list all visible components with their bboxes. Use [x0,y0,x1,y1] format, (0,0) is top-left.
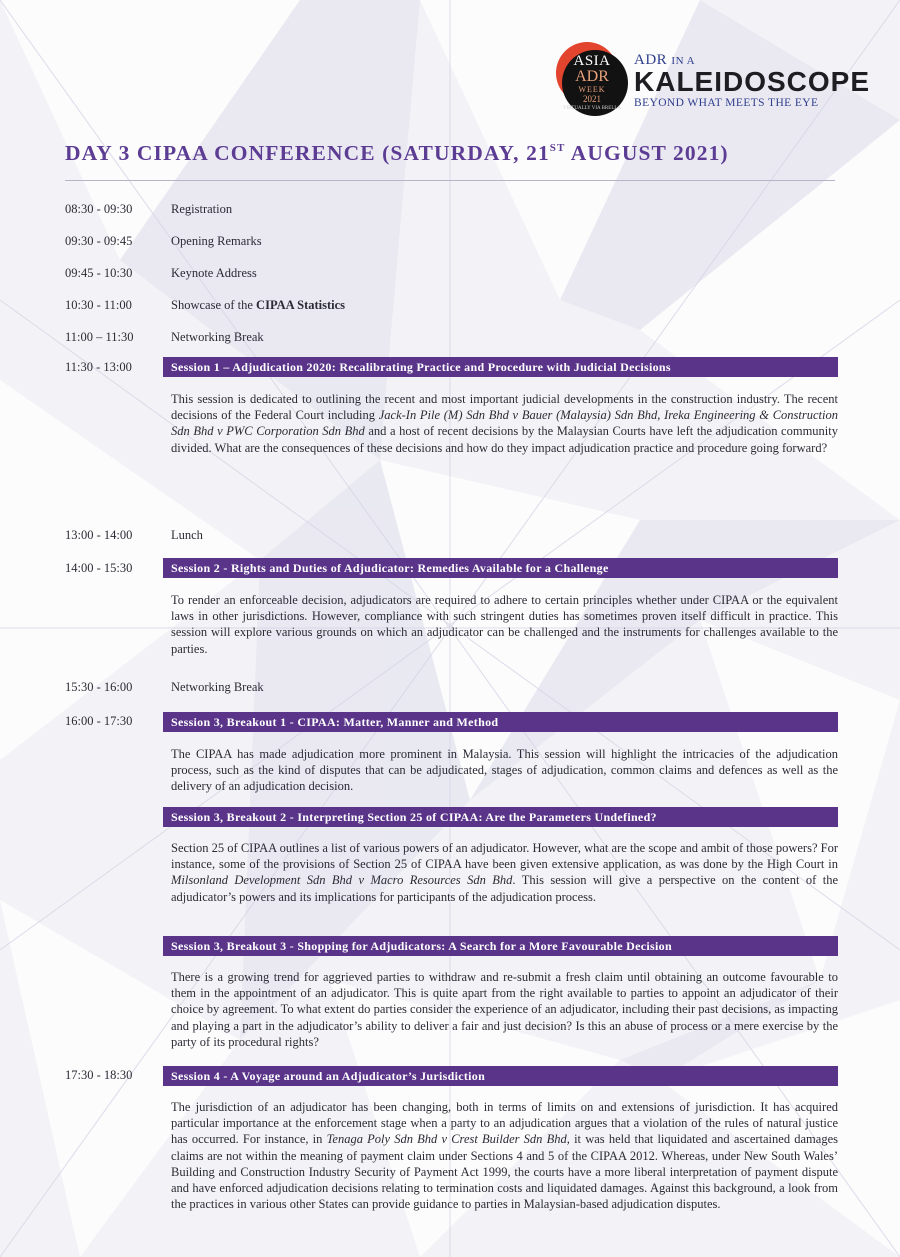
session-title-bar: Session 2 - Rights and Duties of Adjudicator: Remedies Available for a Challenge [163,558,838,578]
desc-case-names: Milsonland Development Sdn Bhd v Macro Resources Sdn Bhd [171,873,513,888]
agenda-time: 11:00 – 11:30 [65,330,134,344]
agenda-item-session-3-breakout-2 [65,804,838,936]
agenda-time: 17:30 - 18:30 [65,1068,133,1082]
agenda-label: Networking Break [171,330,264,344]
agenda-label [171,298,345,313]
session-description: The CIPAA has made adjudication more prominent in Malaysia. This session will highlight the intricacies of the adjudication process, such as the kind of disputes that can be adjudicated, stages of adjudication, common claims and defences as well as the delivery of an adjudication decision. [171,747,838,794]
logo-week-text: WEEK [578,85,606,94]
agenda-time: 10:30 - 11:00 [65,298,132,312]
agenda-time: 09:45 - 10:30 [65,266,133,280]
desc-case-names: Tenaga Poly Sdn Bhd v Crest Builder Sdn Bhd, [326,1132,570,1147]
agenda-time: 08:30 - 09:30 [65,202,133,216]
agenda-time: 13:00 - 14:00 [65,528,133,542]
agenda-item-opening [65,228,838,260]
agenda-item-session-3-breakout-3 [65,936,838,1066]
agenda-label: Registration [171,202,233,216]
session-description [171,1066,838,1212]
logo-virtual-text: VIRTUALLY VIA BRELLA [562,106,622,111]
logo-asia-text: ASIA [573,53,611,69]
session-title-bar: Session 3, Breakout 2 - Interpreting Section 25 of CIPAA: Are the Parameters Undefined? [163,807,838,827]
desc-text: . This session will give a perspective on the content of the adjudicator’s powers and its implications for participants of the adjudication process. [171,873,838,904]
session-title-bar: Session 3, Breakout 1 - CIPAA: Matter, Manner and Method [163,712,838,732]
session-description: To render an enforceable decision, adjudicators are required to adhere to certain principles whether under CIPAA or the equivalent laws in other jurisdictions. However, compliance with such stringent duties has sometimes proven itself difficult in practice. This session will explore various grounds on which an adjudicator can be challenged and the instruments for challenges available to the parties. [171,593,838,656]
session-title-bar: Session 4 - A Voyage around an Adjudicator’s Jurisdiction [163,1066,838,1086]
session-title-bar: Session 3, Breakout 3 - Shopping for Adjudicators: A Search for a More Favourable Decision [163,936,838,956]
agenda-time: 16:00 - 17:30 [65,714,133,728]
agenda-item-keynote [65,260,838,292]
desc-case-names: Jack-In Pile (M) Sdn Bhd v Bauer (Malaysia) Sdn Bhd, Ireka Engineering & Construction Sdn Bhd v PWC Corporation Sdn Bhd [171,408,838,439]
agenda-list [65,196,838,1256]
desc-text: This session is dedicated to outlining the recent and most important judicial developments in the construction industry. The recent decisions of the Federal Court including [171,392,838,423]
logo-adr-text: ADR [575,68,609,85]
logo-adr-word: ADR [634,52,668,68]
logo-tagline: BEYOND WHAT MEETS THE EYE [634,97,819,109]
title-divider [65,180,835,181]
session-title-bar: Session 1 – Adjudication 2020: Recalibrating Practice and Procedure with Judicial Decisions [163,357,838,377]
agenda-label: Networking Break [171,680,264,694]
agenda-item-session-2 [65,561,838,682]
logo-year-text: 2021 [583,94,601,104]
desc-text: and a host of recent decisions by the Malaysian Courts have left the adjudication community divided. What are the consequences of these decisions and how do they impact adjudication practice and procedure going forward? [171,424,839,455]
title-superscript: ST [549,142,566,154]
agenda-time: 11:30 - 13:00 [65,360,132,374]
desc-text: The jurisdiction of an adjudicator has been changing, both in terms of limits on and extensions of jurisdiction. It has acquired particular importance at the enforcement stage when a party to an adjudication argues that a violation of the rules of natural justice has occurred. For instance, in [171,1100,838,1147]
agenda-item-session-3-breakout-1 [65,712,838,804]
page-title [65,141,729,166]
showcase-label-bold: CIPAA Statistics [256,298,346,312]
agenda-item-session-4 [65,1066,838,1256]
logo-kaleidoscope-word: KALEIDOSCOPE [634,66,871,97]
agenda-item-showcase [65,292,838,324]
agenda-label: Opening Remarks [171,234,262,248]
agenda-time: 09:30 - 09:45 [65,234,133,248]
agenda-time: 15:30 - 16:00 [65,680,133,694]
agenda-label: Lunch [171,528,203,542]
title-main: DAY 3 CIPAA CONFERENCE (SATURDAY, 21 [65,141,550,165]
desc-text: Section 25 of CIPAA outlines a list of various powers of an adjudicator. However, what are the scope and ambit of those powers? For instance, some of the provisions of Section 25 of CIPAA have been given extensive application, as was done by the High Court in [171,841,838,872]
logo-in-a-word: IN A [671,55,696,67]
asia-adr-week-logo [556,42,628,124]
agenda-item-networking-break-2 [65,682,838,712]
agenda-item-session-1 [65,356,838,534]
title-end: AUGUST 2021) [565,141,729,165]
agenda-label: Keynote Address [171,266,257,280]
agenda-time: 14:00 - 15:30 [65,561,133,575]
adr-kaleidoscope-logo [634,52,871,112]
showcase-label-text: Showcase of the [171,298,257,312]
desc-text: it was held that liquidated and ascertained damages claims are not within the meaning of payment claim under Sections 4 and 5 of the CIPAA 2012. Whereas, under New South Wales’ Building and Construction Industry Security of Payment Act 1999, the courts have a more liberal interpretation of payment dispute and have enforced adjudication decisions relating to termination costs and liquidated damages. Against this background, a look from the practices in various other States can provide guidance to parties in Malaysian-based adjudication disputes. [171,1132,838,1212]
session-description: There is a growing trend for aggrieved parties to withdraw and re-submit a fresh claim until obtaining an outcome favourable to them in the appointment of an adjudicator. This is quite apart from the right available to parties to appoint an adjudicator of their choice by agreement. To what extent do parties consider the experience of an adjudicator, including their past decisions, as impacting and playing a part in the adjudicator’s ability to deliver a fair and just decision? Is this an abuse of process or a mere exercise by the party of its procedural rights? [171,970,838,1049]
agenda-item-registration [65,196,838,228]
agenda-item-networking-break [65,324,838,356]
